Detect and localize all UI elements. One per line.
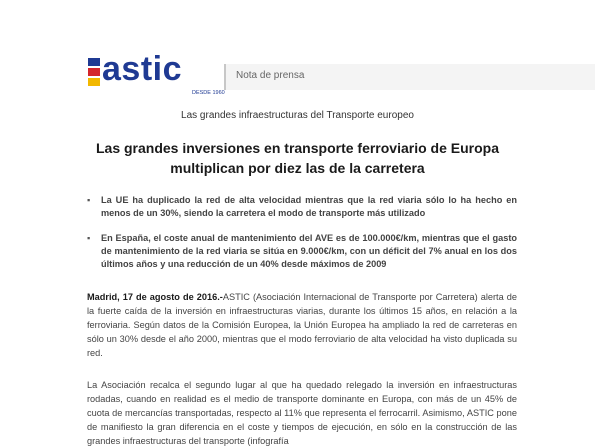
bullet-item [87, 194, 517, 220]
body-paragraph-1 [87, 290, 517, 360]
logo-flag-icon [88, 58, 100, 86]
press-release-label: Nota de prensa [236, 70, 305, 81]
headline-line-2: multiplican por diez las de la carretera [170, 160, 425, 176]
pretitle: Las grandes infraestructuras del Transporte europeo [181, 110, 414, 121]
astic-logo [88, 50, 225, 96]
bullet-text: En España, el coste anual de mantenimiento del AVE es de 100.000€/km, mientras que el gasto de mantenimiento de la red viaria se sitúa en 9.000€/km, con un déficit del 7% anual en los dos últimos años y una reducción de un 40% desde máximos de 2009 [101, 233, 517, 269]
band-divider [224, 64, 226, 90]
headline [60, 138, 535, 178]
bullet-text: La UE ha duplicado la red de alta velocidad mientras que la red viaria sólo lo ha hecho en menos de un 30%, siendo la carretera el modo de transporte más utilizado [101, 195, 517, 218]
headline-line-1: Las grandes inversiones en transporte ferroviario de Europa [95, 140, 499, 156]
summary-bullets [87, 194, 517, 283]
bullet-square-icon: ▪ [87, 195, 91, 205]
logo-tagline: DESDE 1960 [192, 90, 225, 96]
logo-wordmark: astic [102, 50, 182, 88]
dateline: Madrid, 17 de agosto de 2016.- [87, 292, 223, 302]
document-header [0, 0, 595, 100]
paragraph-text: ASTIC (Asociación Internacional de Transporte por Carretera) alerta de la fuerte caída de la inversión en infraestructuras viarias, durante los últimos 15 años, en relación a la ferroviaria. Según datos de la Comisión Europea, la Unión Europea ha ampliado la red de carreteras en sólo un 30% desde el año 2000, mientras que el modo ferroviario de alta velocidad ha visto duplicada su red. [87, 292, 517, 358]
body-paragraph-2: La Asociación recalca el segundo lugar al que ha quedado relegado la inversión en infraestructuras rodadas, cuando en realidad es el medio de transporte dominante en Europa, con más de un 45% de cuota de mercancías transportadas, respecto al 11% que representa el ferrocarril. Asimismo, ASTIC pone de manifiesto la gran diferencia en el coste y tiempos de ejecución, en sólo en la construcción de las grandes infraestructuras del transporte (infografía [87, 380, 517, 446]
bullet-item [87, 232, 517, 271]
bullet-square-icon: ▪ [87, 233, 91, 243]
